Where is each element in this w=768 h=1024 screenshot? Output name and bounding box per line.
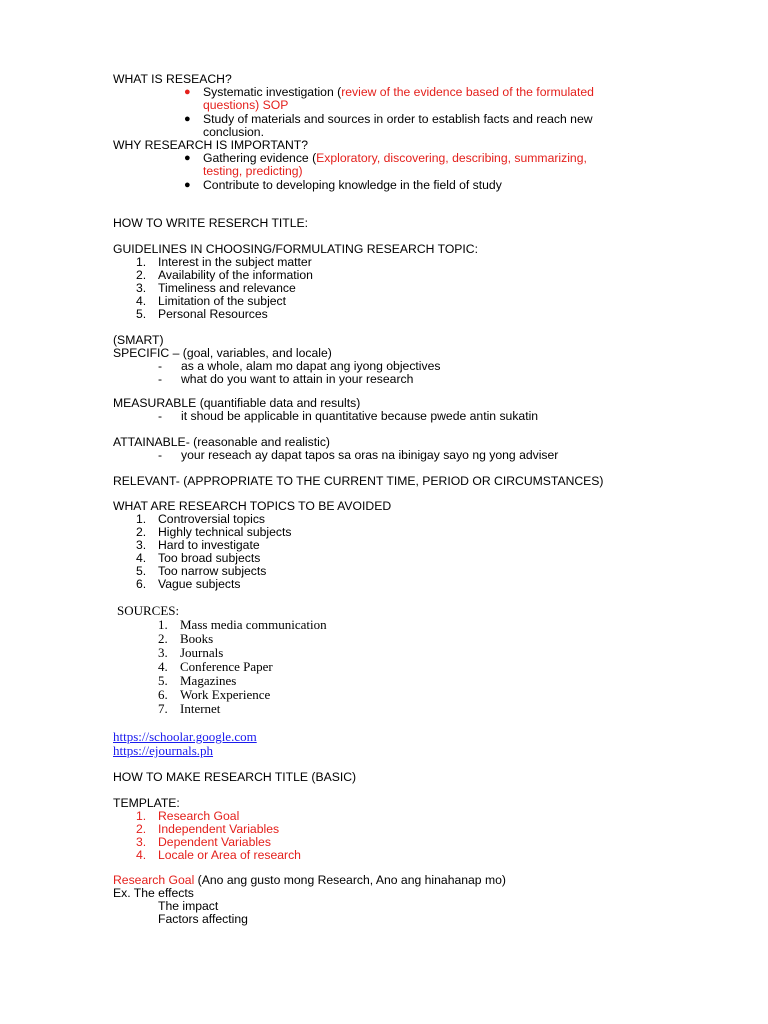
relevant-heading: RELEVANT- (APPROPRIATE TO THE CURRENT TIME, PERIOD OR CIRCUMSTANCES) [113,474,604,488]
list-item: Hard to investigate [158,538,260,552]
list-number: 4. [136,551,147,565]
sources-heading: SOURCES: [117,603,180,618]
example-line: The impact [158,899,219,913]
list-number: 1. [158,617,168,632]
research-goal-line: Research Goal (Ano ang gusto mong Research, Ano ang hinahanap mo) [113,873,506,887]
list-number: 3. [136,281,147,295]
dash-marker: - [158,359,163,373]
write-title-heading: HOW TO WRITE RESERCH TITLE: [113,216,309,230]
list-number: 5. [136,564,147,578]
bullet-icon: ● [184,113,191,125]
specific-heading: SPECIFIC – (goal, variables, and locale) [113,346,332,360]
list-item: Limitation of the subject [158,294,287,308]
bullet-text: Gathering evidence (Exploratory, discovering, describing, summarizing, [203,151,587,165]
specific-detail: as a whole, alam mo dapat ang iyong objectives [181,359,441,373]
list-item: Too broad subjects [158,551,261,565]
template-heading: TEMPLATE: [113,796,180,810]
bullet-text: testing, predicting) [203,164,303,178]
list-item: Interest in the subject matter [158,255,312,269]
list-number: 4. [136,848,147,862]
list-item: Magazines [180,673,237,688]
list-item: Locale or Area of research [158,848,301,862]
bullet-icon: ● [184,179,191,191]
attainable-heading: ATTAINABLE- (reasonable and realistic) [113,435,330,449]
list-item: Independent Variables [158,822,280,836]
make-title-heading: HOW TO MAKE RESEARCH TITLE (BASIC) [113,770,357,784]
list-number: 1. [136,512,147,526]
list-number: 2. [136,525,147,539]
list-item: Availability of the information [158,268,313,282]
bullet-icon: ● [184,152,191,164]
specific-detail: what do you want to attain in your research [181,372,414,386]
list-item: Highly technical subjects [158,525,292,539]
bullet-text: Systematic investigation (review of the evidence based of the formulated [203,85,594,99]
list-number: 1. [136,809,147,823]
bullet-text: Study of materials and sources in order to establish facts and reach new [203,112,593,126]
list-number: 2. [136,822,147,836]
example-line: Ex. The effects [113,886,194,900]
list-item: Internet [180,701,221,716]
list-number: 7. [158,701,168,716]
bullet-icon: ● [184,86,191,98]
list-number: 3. [158,645,168,660]
dash-marker: - [158,372,163,386]
bullet-text: conclusion. [203,125,264,139]
why-research-heading: WHY RESEARCH IS IMPORTANT? [113,138,309,152]
measurable-detail: it shoud be applicable in quantitative because pwede antin sukatin [181,409,539,423]
list-number: 6. [136,577,147,591]
list-number: 5. [136,307,147,321]
guidelines-heading: GUIDELINES IN CHOOSING/FORMULATING RESEARCH TOPIC: [113,242,478,256]
attainable-detail: your reseach ay dapat tapos sa oras na ibinigay sayo ng yong adviser [181,448,559,462]
list-number: 4. [136,294,147,308]
ejournals-link[interactable]: https://ejournals.ph [113,743,214,758]
what-is-research-heading: WHAT IS RESEACH? [113,72,232,86]
dash-marker: - [158,448,163,462]
list-item: Mass media communication [180,617,327,632]
measurable-heading: MEASURABLE (quantifiable data and results) [113,396,361,410]
list-item: Vague subjects [158,577,241,591]
list-item: Controversial topics [158,512,266,526]
list-item: Timeliness and relevance [158,281,296,295]
list-item: Conference Paper [180,659,273,674]
list-number: 3. [136,835,147,849]
example-line: Factors affecting [158,912,248,926]
list-number: 1. [136,255,147,269]
bullet-text: questions) SOP [203,98,289,112]
list-number: 4. [158,659,168,674]
bullet-text: Contribute to developing knowledge in the field of study [203,178,502,192]
list-item: Personal Resources [158,307,268,321]
avoid-heading: WHAT ARE RESEARCH TOPICS TO BE AVOIDED [113,499,392,513]
list-item: Dependent Variables [158,835,271,849]
list-number: 6. [158,687,168,702]
list-item: Work Experience [180,687,271,702]
list-number: 5. [158,673,168,688]
list-item: Journals [180,645,224,660]
list-item: Too narrow subjects [158,564,267,578]
list-item: Books [180,631,214,646]
list-item: Research Goal [158,809,240,823]
list-number: 2. [158,631,168,646]
list-number: 3. [136,538,147,552]
dash-marker: - [158,409,163,423]
list-number: 2. [136,268,147,282]
scholar-link[interactable]: https://schoolar.google.com [113,729,257,744]
smart-label: (SMART) [113,333,164,347]
